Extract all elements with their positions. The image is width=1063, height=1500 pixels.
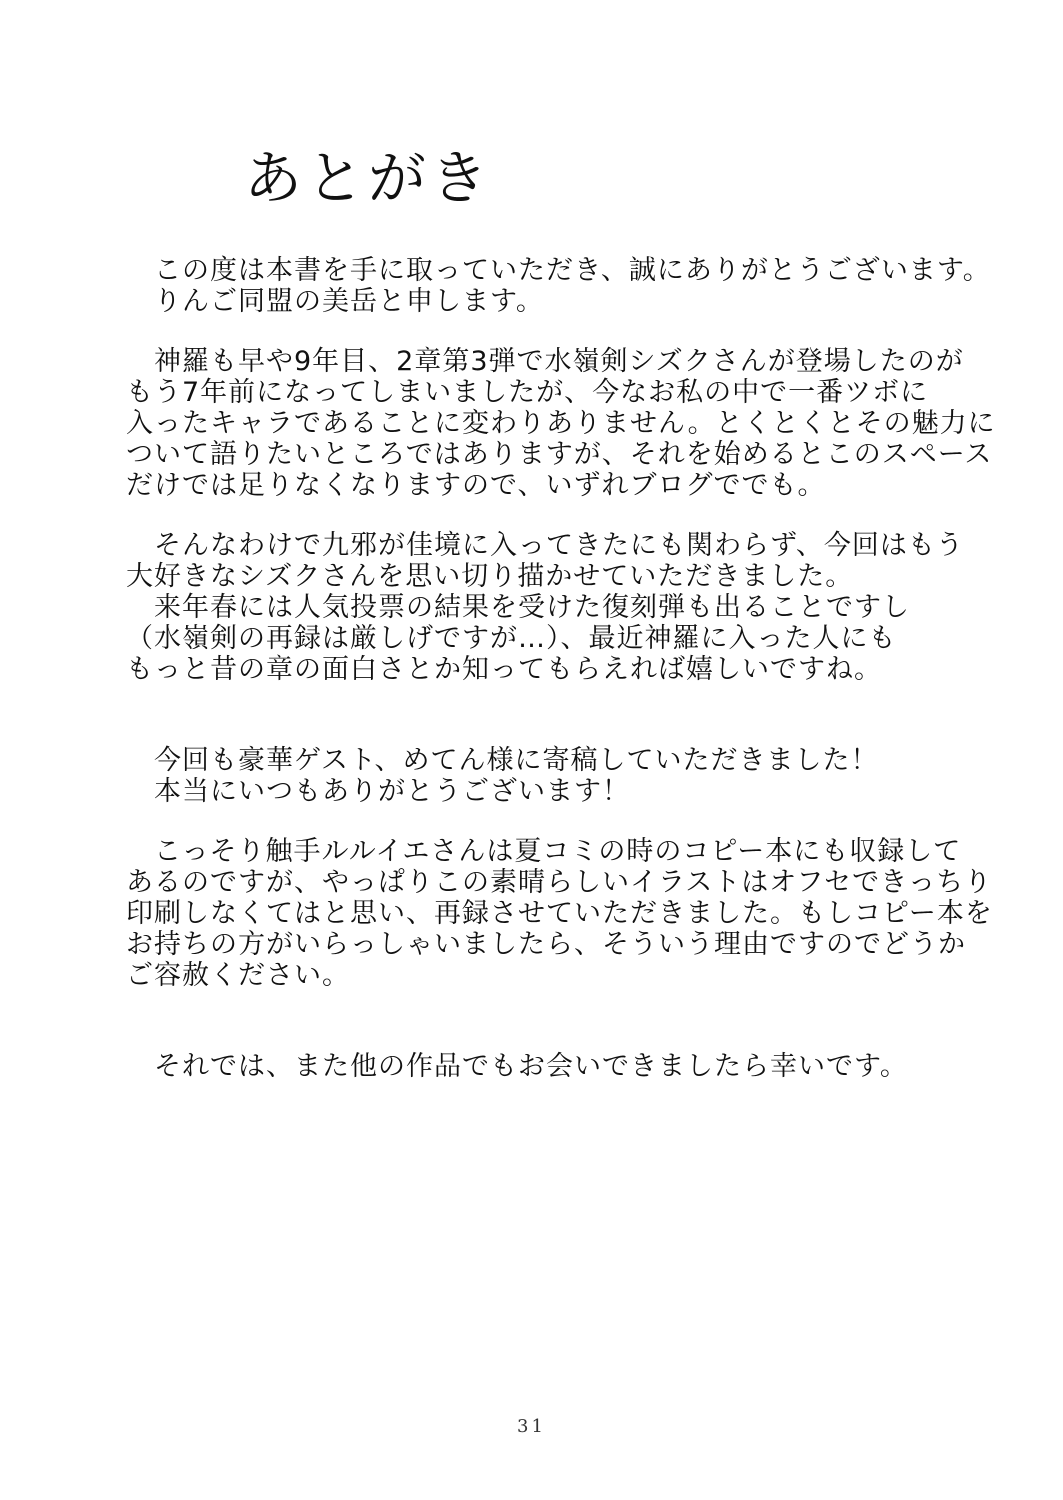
text-line: ついて語りたいところではありますが、それを始めるとこのスペース	[126, 439, 993, 470]
page-title: あとがき	[244, 144, 493, 212]
text-line: こっそり触手ルルイエさんは夏コミの時のコピー本にも収録して	[126, 836, 962, 867]
text-line: もう7年前になってしまいましたが、今なお私の中で一番ツボに	[126, 377, 929, 408]
paragraph-gap	[126, 317, 1006, 346]
text-line: ご容赦ください。	[126, 960, 350, 991]
text-line: お持ちの方がいらっしゃいましたら、そういう理由ですのでどうか	[126, 929, 966, 960]
text-line: あるのですが、やっぱりこの素晴らしいイラストはオフセできっちり	[126, 867, 993, 898]
afterword-body	[126, 255, 1006, 1082]
text-line: 神羅も早や9年目、2章第3弾で水嶺剣シズクさんが登場したのが	[126, 346, 964, 377]
paragraph-reprint	[126, 836, 1006, 991]
text-line: そんなわけで九邪が佳境に入ってきたにも関わらず、今回はもう	[126, 530, 964, 561]
paragraph-gap	[126, 685, 1006, 745]
paragraph-greeting	[126, 255, 1006, 317]
paragraph-gap	[126, 991, 1006, 1051]
paragraph-character	[126, 346, 1006, 501]
page-number: 31	[517, 1416, 546, 1437]
text-line: 大好きなシズクさんを思い切り描かせていただきました。	[126, 561, 854, 592]
paragraph-gap	[126, 807, 1006, 836]
paragraph-gap	[126, 501, 1006, 530]
text-line: 印刷しなくてはと思い、再録させていただきました。もしコピー本を	[126, 898, 993, 929]
paragraph-closing	[126, 1051, 1006, 1082]
text-line: この度は本書を手に取っていただき、誠にありがとうございます。	[126, 255, 991, 286]
text-line: （水嶺剣の再録は厳しげですが…）、最近神羅に入った人にも	[126, 623, 897, 654]
text-line: それでは、また他の作品でもお会いできましたら幸いです。	[126, 1051, 908, 1082]
text-line: 本当にいつもありがとうございます！	[126, 776, 630, 807]
text-line: もっと昔の章の面白さとか知ってもらえれば嬉しいですね。	[126, 654, 882, 685]
paragraph-guest	[126, 745, 1006, 807]
paragraph-this-book	[126, 530, 1006, 685]
text-line: だけでは足りなくなりますので、いずれブログででも。	[126, 470, 826, 501]
text-line: 来年春には人気投票の結果を受けた復刻弾も出ることですし	[126, 592, 910, 623]
text-line: りんご同盟の美岳と申します。	[126, 286, 544, 317]
text-line: 入ったキャラであることに変わりありません。とくとくとその魅力に	[126, 408, 996, 439]
text-line: 今回も豪華ゲスト、めてん様に寄稿していただきました！	[126, 745, 879, 776]
